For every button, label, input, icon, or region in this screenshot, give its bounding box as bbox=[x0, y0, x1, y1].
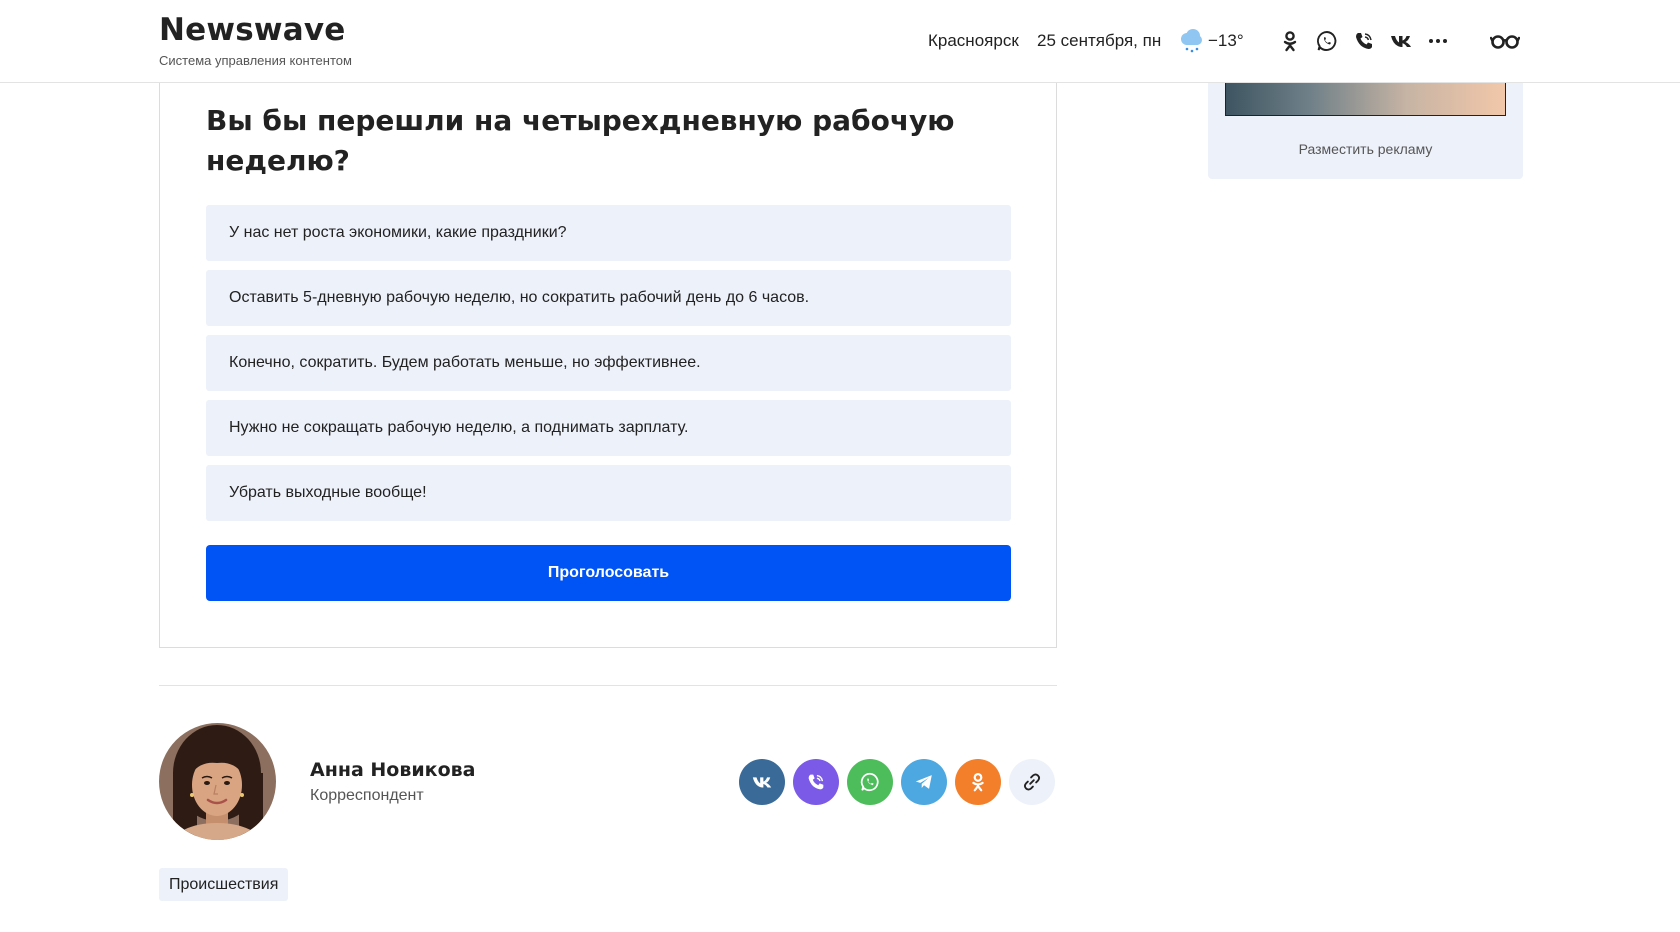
share-odnoklassniki-button[interactable] bbox=[955, 759, 1001, 805]
viber-icon bbox=[805, 771, 827, 793]
poll-question: Вы бы перешли на четырехдневную рабочую неделю? bbox=[206, 104, 955, 177]
site-tagline: Система управления контентом bbox=[159, 53, 352, 68]
whatsapp-icon bbox=[859, 771, 881, 793]
accessibility-glasses-icon[interactable] bbox=[1490, 29, 1520, 53]
vk-icon bbox=[751, 771, 773, 793]
poll-option[interactable]: Убрать выходные вообще! bbox=[206, 465, 1011, 521]
whatsapp-icon[interactable] bbox=[1315, 29, 1339, 53]
site-header bbox=[0, 0, 1680, 83]
share-whatsapp-button[interactable] bbox=[847, 759, 893, 805]
vote-button[interactable]: Проголосовать bbox=[206, 545, 1011, 601]
author-role: Корреспондент bbox=[310, 787, 424, 804]
odnoklassniki-icon bbox=[967, 771, 989, 793]
copy-link-button[interactable] bbox=[1009, 759, 1055, 805]
share-vk-button[interactable] bbox=[739, 759, 785, 805]
ad-image[interactable] bbox=[1225, 83, 1506, 116]
author-name[interactable]: Анна Новикова bbox=[310, 759, 476, 781]
poll-option[interactable]: У нас нет роста экономики, какие праздники? bbox=[206, 205, 1011, 261]
share-viber-button[interactable] bbox=[793, 759, 839, 805]
poll-option[interactable]: Нужно не сокращать рабочую неделю, а поднимать зарплату. bbox=[206, 400, 1011, 456]
ad-box bbox=[1208, 83, 1523, 179]
poll-card bbox=[159, 83, 1057, 648]
header-temperature: −13° bbox=[1208, 31, 1244, 50]
share-telegram-button[interactable] bbox=[901, 759, 947, 805]
poll-option[interactable]: Оставить 5-дневную рабочую неделю, но сократить рабочий день до 6 часов. bbox=[206, 270, 1011, 326]
divider bbox=[159, 685, 1057, 686]
tag-incidents[interactable]: Происшествия bbox=[159, 868, 288, 901]
weather-rain-snow-icon bbox=[1178, 28, 1204, 54]
telegram-icon bbox=[913, 771, 935, 793]
viber-icon[interactable] bbox=[1352, 29, 1376, 53]
header-city[interactable]: Красноярск bbox=[928, 31, 1019, 50]
author-avatar[interactable] bbox=[159, 723, 276, 840]
author-photo bbox=[159, 723, 276, 840]
site-logo[interactable]: Newswave bbox=[159, 12, 346, 48]
place-ad-link[interactable]: Разместить рекламу bbox=[1298, 141, 1433, 157]
vk-icon[interactable] bbox=[1389, 29, 1413, 53]
header-date: 25 сентября, пн bbox=[1037, 31, 1162, 50]
odnoklassniki-icon[interactable] bbox=[1278, 29, 1302, 53]
more-icon[interactable] bbox=[1426, 29, 1450, 53]
copy-link-icon bbox=[1021, 771, 1043, 793]
poll-option[interactable]: Конечно, сократить. Будем работать меньше, но эффективнее. bbox=[206, 335, 1011, 391]
